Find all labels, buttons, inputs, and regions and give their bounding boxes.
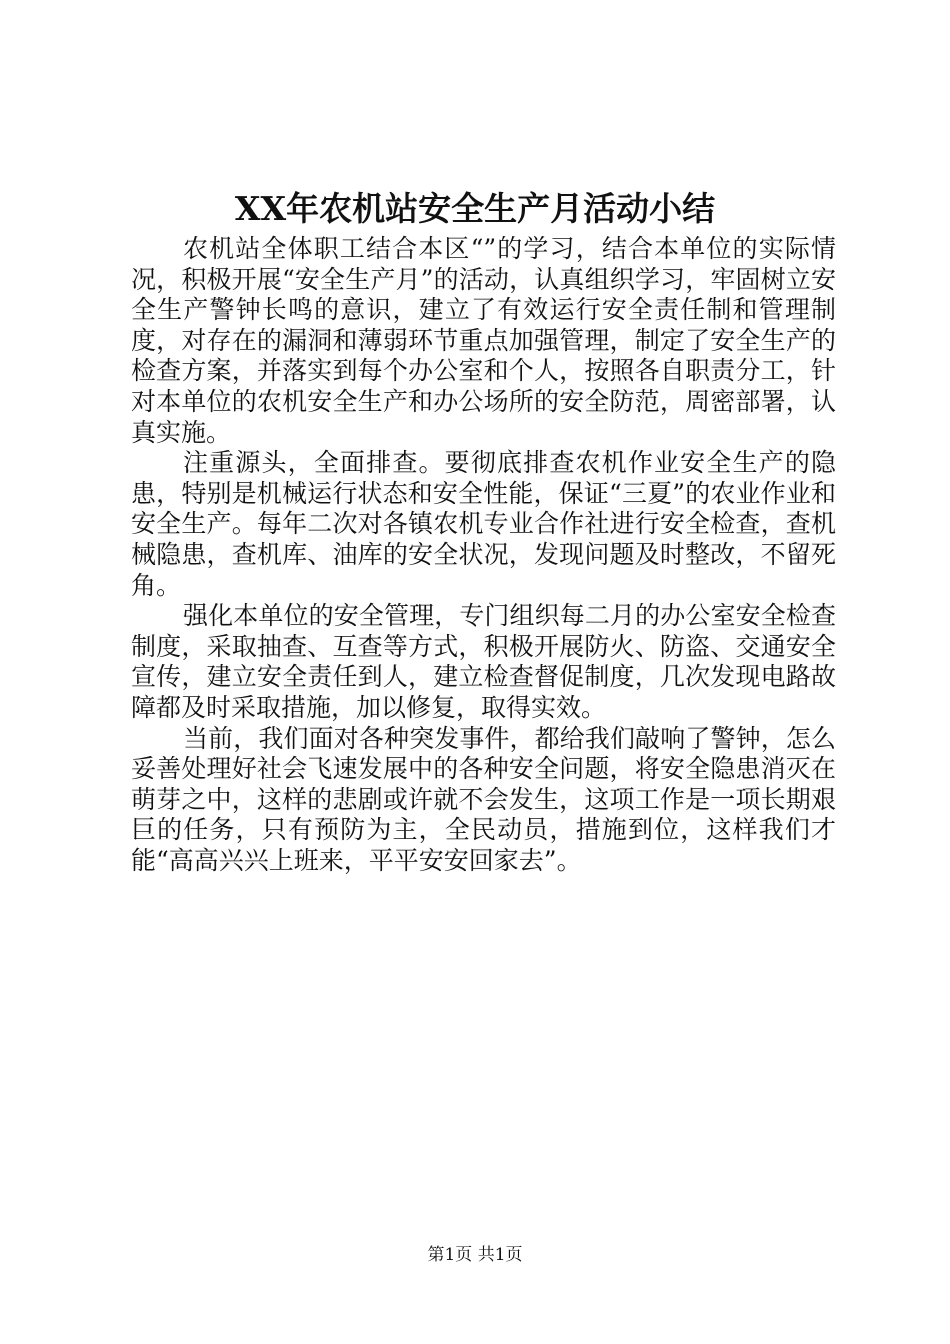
document-title: XX年农机站安全生产月活动小结: [234, 189, 716, 228]
document-body: [131, 234, 836, 876]
paragraph-3: 强化本单位的安全管理，专门组织每二月的办公室安全检查制度，采取抽查、互查等方式，积极开展防火、防盗、交通安全宣传，建立安全责任到人，建立检查督促制度，几次发现电路故障都及时采取措施，加以修复，取得实效。: [131, 601, 836, 722]
paragraph-2: 注重源头，全面排查。要彻底排查农机作业安全生产的隐患，特别是机械运行状态和安全性能，保证“三夏”的农业作业和安全生产。每年二次对各镇农机专业合作社进行安全检查，查机械隐患，查机库、油库的安全状况，发现问题及时整改，不留死角。: [131, 448, 836, 600]
page-number-footer: 第1页 共1页: [427, 1245, 523, 1265]
paragraph-4: 当前，我们面对各种突发事件，都给我们敲响了警钟，怎么妥善处理好社会飞速发展中的各种安全问题，将安全隐患消灭在萌芽之中，这样的悲剧或许就不会发生，这项工作是一项长期艰巨的任务，只有预防为主，全民动员，措施到位，这样我们才能“高高兴兴上班来，平平安安回家去”。: [131, 723, 836, 875]
paragraph-1: 农机站全体职工结合本区“”的学习，结合本单位的实际情况，积极开展“安全生产月”的活动，认真组织学习，牢固树立安全生产警钟长鸣的意识，建立了有效运行安全责任制和管理制度，对存在的漏洞和薄弱环节重点加强管理，制定了安全生产的检查方案，并落实到每个办公室和个人，按照各自职责分工，针对本单位的农机安全生产和办公场所的安全防范，周密部署，认真实施。: [131, 234, 836, 447]
